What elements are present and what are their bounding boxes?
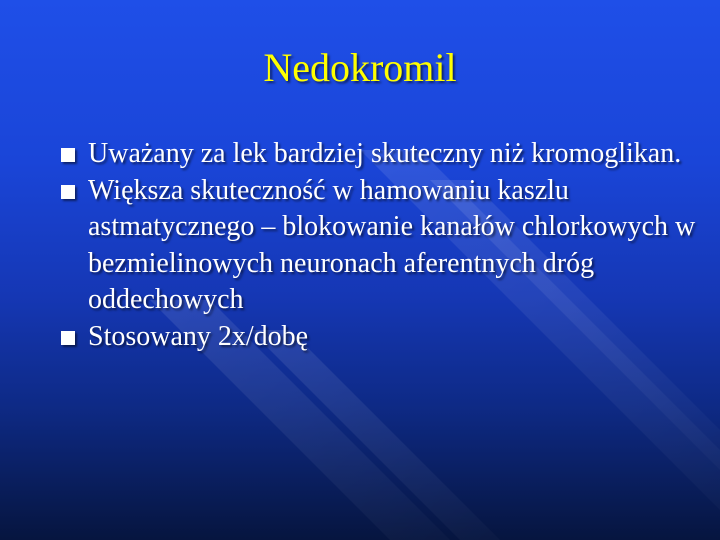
bullet-text: Większa skuteczność w hamowaniu kaszlu astmatycznego – blokowanie kanałów chlorkowych w bezmielinowych neuronach aferentnych dróg oddechowych	[88, 174, 696, 315]
bullet-item	[60, 319, 700, 356]
slide-title: Nedokromil	[263, 45, 457, 90]
square-bullet-icon	[61, 331, 75, 345]
bullet-text: Uważany za lek bardziej skuteczny niż kromoglikan.	[88, 138, 682, 169]
bullet-item	[60, 173, 700, 319]
bullet-text: Stosowany 2x/dobę	[88, 320, 309, 352]
square-bullet-icon	[61, 185, 75, 199]
bullet-list	[60, 136, 700, 355]
bullet-item	[60, 136, 700, 173]
square-bullet-icon	[61, 148, 75, 162]
